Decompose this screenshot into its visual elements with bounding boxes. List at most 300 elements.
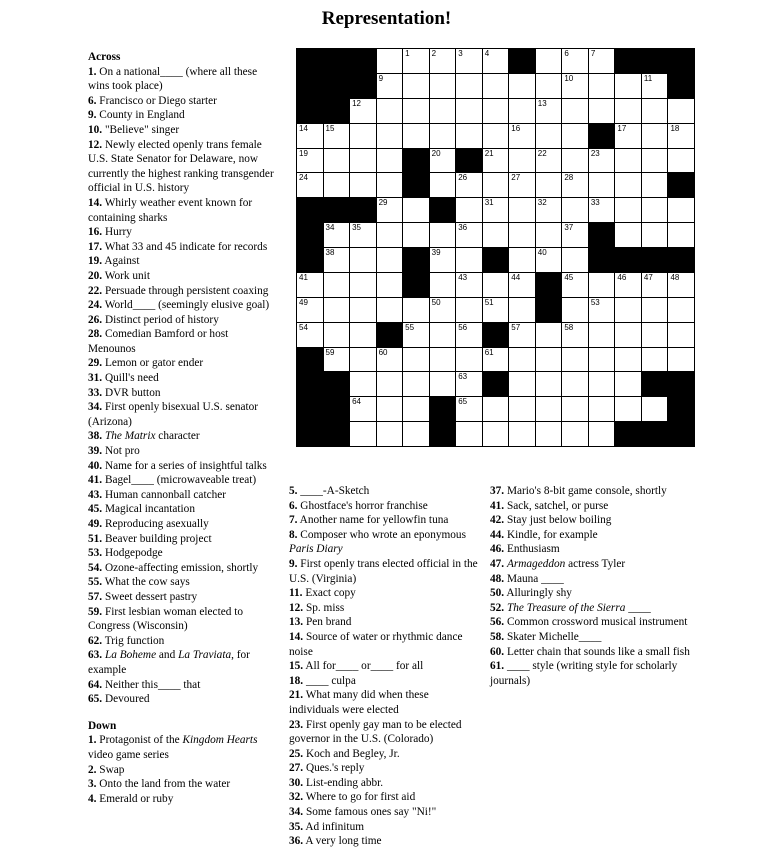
clue-number: 38 [325,248,335,257]
clue-number: 11 [643,73,653,83]
grid-cell[interactable] [535,347,563,373]
grid-cell[interactable] [349,98,377,124]
black-square [296,73,324,99]
grid-cell[interactable] [482,98,510,124]
grid-cell[interactable] [535,396,563,422]
grid-cell[interactable] [323,272,351,298]
grid-cell[interactable] [508,421,536,447]
clue-text: 6. Francisco or Diego starter [88,94,217,107]
grid-cell[interactable] [402,123,430,149]
grid-cell[interactable] [376,73,404,99]
clue-number: 27 [511,173,521,183]
clue-text: 53. Hodgepodge [88,547,163,560]
clue-number: 19 [299,148,308,158]
grid-cell[interactable] [455,421,483,447]
clue-text: 34. First openly bisexual U.S. senator (Arizona) [88,401,259,428]
grid-cell[interactable] [561,322,589,348]
clue-text: 24. World____ (seemingly elusive goal) [88,299,270,312]
clue-number: 16 [511,123,521,133]
grid-cell[interactable] [535,421,563,447]
clue-text: 3. Onto the land from the water [88,778,231,791]
grid-cell[interactable] [667,272,695,298]
grid-cell[interactable] [561,48,589,74]
black-square [667,172,695,198]
clue-number: 23 [590,148,600,158]
grid-cell[interactable] [482,272,510,298]
clue-text: 38. The Matrix character [88,430,200,443]
clue-text: 32. Where to go for first aid [289,791,416,804]
grid-cell[interactable] [402,396,430,422]
grid-cell[interactable] [376,48,404,74]
clue-text: 36. A very long time [289,835,382,848]
grid-cell[interactable] [508,172,536,198]
clue-number: 63 [458,372,468,382]
clue-text: 9. County in England [88,109,185,122]
grid-cell[interactable] [508,347,536,373]
grid-cell[interactable] [429,172,457,198]
clue-text: 65. Devoured [88,693,150,706]
grid-cell[interactable] [482,48,510,74]
clue-text: 7. Another name for yellowfin tuna [289,514,449,527]
clue-text: 35. Ad infinitum [289,820,365,833]
clue-text: 33. DVR button [88,386,161,399]
grid-cell[interactable] [402,98,430,124]
grid-cell[interactable] [561,272,589,298]
grid-cell[interactable] [323,148,351,174]
grid-cell[interactable] [641,222,669,248]
clue-number: 24 [299,173,308,183]
grid-cell[interactable] [429,297,457,323]
grid-cell[interactable] [376,172,404,198]
grid-cell[interactable] [667,98,695,124]
grid-cell[interactable] [402,48,430,74]
grid-cell[interactable] [535,98,563,124]
clue-number: 48 [670,272,680,282]
grid-cell[interactable] [323,247,351,273]
grid-cell[interactable] [667,197,695,223]
grid-cell[interactable] [429,272,457,298]
clue-number: 59 [325,347,335,357]
grid-cell[interactable] [296,297,324,323]
grid-cell[interactable] [561,148,589,174]
grid-cell[interactable] [482,396,510,422]
grid-cell[interactable] [667,148,695,174]
grid-cell[interactable] [535,123,563,149]
grid-cell[interactable] [349,247,377,273]
grid-cell[interactable] [323,222,351,248]
grid-cell[interactable] [508,297,536,323]
grid-cell[interactable] [588,421,616,447]
grid-cell[interactable] [296,148,324,174]
black-square [614,48,642,74]
black-square [402,272,430,298]
black-square [349,73,377,99]
grid-cell[interactable] [614,148,642,174]
grid-cell[interactable] [482,347,510,373]
grid-cell[interactable] [323,347,351,373]
grid-cell[interactable] [323,123,351,149]
grid-cell[interactable] [376,396,404,422]
grid-cell[interactable] [667,322,695,348]
grid-cell[interactable] [508,322,536,348]
grid-cell[interactable] [455,371,483,397]
black-square [455,148,483,174]
grid-cell[interactable] [561,396,589,422]
grid-cell[interactable] [349,347,377,373]
black-square [588,222,616,248]
grid-cell[interactable] [508,73,536,99]
black-square [402,172,430,198]
clue-text: 54. Ozone-affecting emission, shortly [88,561,259,574]
grid-cell[interactable] [429,222,457,248]
grid-cell[interactable] [614,396,642,422]
grid-cell[interactable] [349,222,377,248]
black-square [296,421,324,447]
grid-cell[interactable] [482,123,510,149]
clue-number: 10 [564,73,574,83]
clue-text: 46. Enthusiasm [490,543,560,556]
grid-cell[interactable] [561,297,589,323]
grid-cell[interactable] [376,222,404,248]
clue-number: 3 [458,49,463,58]
clue-number: 15 [325,123,335,133]
grid-cell[interactable] [349,371,377,397]
clue-number: 58 [564,322,574,332]
grid-cell[interactable] [614,73,642,99]
grid-cell[interactable] [349,396,377,422]
grid-cell[interactable] [455,272,483,298]
clue-text: 9. First openly trans elected official in the U.S. (Virginia) [289,557,478,585]
grid-cell[interactable] [535,73,563,99]
crossword-grid [296,48,694,446]
grid-cell[interactable] [402,421,430,447]
clue-text: 20. Work unit [88,269,150,282]
grid-cell[interactable] [614,297,642,323]
clue-text: 52. The Treasure of the Sierra ____ [490,601,651,614]
grid-cell[interactable] [455,123,483,149]
grid-cell[interactable] [349,148,377,174]
grid-cell[interactable] [323,297,351,323]
grid-cell[interactable] [349,421,377,447]
black-square [641,421,669,447]
clue-text: 11. Exact copy [289,587,356,600]
grid-cell[interactable] [376,371,404,397]
section-heading: Down [88,719,117,732]
grid-cell[interactable] [429,123,457,149]
grid-cell[interactable] [376,247,404,273]
grid-cell[interactable] [455,396,483,422]
section-heading: Across [88,51,121,63]
grid-cell[interactable] [588,297,616,323]
grid-cell[interactable] [641,197,669,223]
black-square [641,48,669,74]
grid-cell[interactable] [402,347,430,373]
grid-cell[interactable] [641,123,669,149]
grid-cell[interactable] [641,73,669,99]
grid-cell[interactable] [429,73,457,99]
clue-text: 56. Common crossword musical instrument [490,616,688,629]
black-square [588,123,616,149]
grid-cell[interactable] [429,322,457,348]
clue-number: 65 [458,397,468,407]
clue-column-right [490,484,690,688]
grid-cell[interactable] [376,421,404,447]
grid-cell[interactable] [561,371,589,397]
grid-cell[interactable] [641,98,669,124]
grid-cell[interactable] [482,421,510,447]
grid-cell[interactable] [641,322,669,348]
grid-cell[interactable] [641,297,669,323]
clue-number: 35 [352,223,361,233]
grid-cell[interactable] [402,322,430,348]
grid-cell[interactable] [588,322,616,348]
grid-cell[interactable] [535,247,563,273]
grid-cell[interactable] [508,148,536,174]
grid-cell[interactable] [429,148,457,174]
black-square [323,197,351,223]
grid-cell[interactable] [588,347,616,373]
clue-text: 49. Reproducing asexually [88,518,209,530]
grid-cell[interactable] [614,172,642,198]
grid-cell[interactable] [508,123,536,149]
grid-cell[interactable] [376,347,404,373]
grid-cell[interactable] [561,73,589,99]
clue-text: 40. Name for a series of insightful talks [88,459,267,472]
grid-cell[interactable] [535,322,563,348]
black-square [296,197,324,223]
grid-cell[interactable] [614,322,642,348]
clue-number: 7 [590,49,596,58]
grid-cell[interactable] [588,73,616,99]
clue-text: 48. Mauna ____ [490,572,564,585]
grid-cell[interactable] [455,172,483,198]
clue-text: 64. Neither this____ that [88,678,201,691]
grid-cell[interactable] [455,98,483,124]
grid-cell[interactable] [508,371,536,397]
clue-number: 46 [617,272,627,282]
grid-cell[interactable] [667,347,695,373]
grid-cell[interactable] [561,347,589,373]
grid-cell[interactable] [296,322,324,348]
grid-cell[interactable] [508,222,536,248]
clue-text: 14. Whirly weather event known for containing sharks [88,196,253,224]
grid-cell[interactable] [376,148,404,174]
grid-cell[interactable] [508,247,536,273]
black-square [296,98,324,124]
grid-cell[interactable] [561,197,589,223]
grid-cell[interactable] [588,197,616,223]
grid-cell[interactable] [641,172,669,198]
grid-cell[interactable] [376,98,404,124]
grid-cell[interactable] [667,222,695,248]
grid-cell[interactable] [508,98,536,124]
clue-text: 28. Comedian Bamford or host Menounos [88,328,229,355]
black-square [508,48,536,74]
grid-cell[interactable] [667,123,695,149]
clue-number: 49 [299,297,308,307]
grid-cell[interactable] [588,172,616,198]
grid-cell[interactable] [561,98,589,124]
clue-text: 62. Trig function [88,634,165,647]
clue-text: 19. Against [88,255,140,268]
grid-cell[interactable] [508,396,536,422]
grid-cell[interactable] [323,172,351,198]
grid-cell[interactable] [429,247,457,273]
grid-cell[interactable] [614,197,642,223]
grid-cell[interactable] [561,421,589,447]
grid-cell[interactable] [614,98,642,124]
grid-cell[interactable] [376,272,404,298]
grid-cell[interactable] [455,322,483,348]
grid-cell[interactable] [349,297,377,323]
grid-cell[interactable] [376,197,404,223]
grid-cell[interactable] [455,347,483,373]
grid-cell[interactable] [535,222,563,248]
clue-text: 1. Protagonist of the Kingdom Hearts video game series [88,734,258,761]
grid-cell[interactable] [614,222,642,248]
grid-cell[interactable] [402,197,430,223]
grid-cell[interactable] [641,347,669,373]
black-square [482,322,510,348]
grid-cell[interactable] [535,148,563,174]
clue-number: 64 [352,397,361,407]
grid-cell[interactable] [588,371,616,397]
grid-cell[interactable] [296,172,324,198]
grid-cell[interactable] [561,123,589,149]
grid-cell[interactable] [455,197,483,223]
grid-cell[interactable] [429,98,457,124]
grid-cell[interactable] [561,172,589,198]
clue-number: 40 [537,248,547,257]
grid-cell[interactable] [402,371,430,397]
clue-number: 6 [564,49,569,58]
grid-cell[interactable] [614,123,642,149]
grid-cell[interactable] [588,396,616,422]
clue-text: 26. Distinct period of history [88,313,219,326]
clue-text: 17. What 33 and 45 indicate for records [88,240,268,253]
grid-cell[interactable] [349,272,377,298]
clue-text: 22. Persuade through persistent coaxing [88,284,269,297]
clue-text: 61. ____ style (writing style for scholarly journals) [490,660,678,687]
clue-text: 47. Armageddon actress Tyler [490,557,626,570]
clue-text: 43. Human cannonball catcher [88,488,227,501]
clue-text: 41. Bagel____ (microwaveable treat) [88,474,257,487]
clue-text: 8. Composer who wrote an eponymous Paris Diary [289,528,466,556]
grid-cell[interactable] [641,148,669,174]
grid-cell[interactable] [455,247,483,273]
grid-cell[interactable] [508,272,536,298]
grid-cell[interactable] [535,197,563,223]
grid-cell[interactable] [429,347,457,373]
grid-cell[interactable] [508,197,536,223]
black-square [614,421,642,447]
black-square [482,371,510,397]
clue-number: 34 [325,223,335,233]
grid-cell[interactable] [296,123,324,149]
grid-cell[interactable] [455,48,483,74]
grid-cell[interactable] [561,247,589,273]
black-square [296,48,324,74]
black-square [667,73,695,99]
black-square [349,197,377,223]
grid-cell[interactable] [614,347,642,373]
black-square [429,396,457,422]
grid-cell[interactable] [482,197,510,223]
clue-number: 47 [643,272,653,282]
clue-number: 28 [564,173,574,183]
grid-cell[interactable] [349,123,377,149]
black-square [296,347,324,373]
grid-cell[interactable] [641,396,669,422]
grid-cell[interactable] [588,148,616,174]
clue-text: 37. Mario's 8-bit game console, shortly [490,485,667,497]
grid-cell[interactable] [376,123,404,149]
black-square [402,148,430,174]
clue-number: 55 [405,322,415,332]
grid-cell[interactable] [376,297,404,323]
grid-cell[interactable] [455,73,483,99]
black-square [667,421,695,447]
clue-text: 50. Alluringly shy [490,587,572,600]
grid-cell[interactable] [482,73,510,99]
grid-cell[interactable] [535,172,563,198]
grid-cell[interactable] [482,148,510,174]
clue-number: 32 [537,198,547,208]
grid-cell[interactable] [667,297,695,323]
clue-text: 44. Kindle, for example [490,528,598,541]
grid-cell[interactable] [296,272,324,298]
grid-cell[interactable] [588,48,616,74]
grid-cell[interactable] [482,297,510,323]
grid-cell[interactable] [482,222,510,248]
grid-cell[interactable] [429,371,457,397]
clue-number: 56 [458,322,468,332]
grid-cell[interactable] [455,297,483,323]
grid-cell[interactable] [402,297,430,323]
clue-text: 5. ____-A-Sketch [289,485,370,497]
clue-number: 14 [299,123,308,133]
clue-text: 31. Quill's need [88,372,159,385]
clue-column-middle [289,484,481,849]
clue-number: 61 [484,347,494,357]
grid-cell[interactable] [614,371,642,397]
grid-cell[interactable] [349,322,377,348]
grid-cell[interactable] [561,222,589,248]
clue-number: 45 [564,272,574,282]
grid-cell[interactable] [535,48,563,74]
clue-number: 41 [299,272,308,282]
grid-cell[interactable] [349,172,377,198]
black-square [323,396,351,422]
grid-cell[interactable] [588,272,616,298]
grid-cell[interactable] [402,73,430,99]
grid-cell[interactable] [455,222,483,248]
grid-cell[interactable] [323,322,351,348]
grid-cell[interactable] [641,272,669,298]
grid-cell[interactable] [482,172,510,198]
clue-number: 29 [378,198,388,208]
grid-cell[interactable] [429,48,457,74]
clue-number: 22 [537,148,547,158]
grid-cell[interactable] [588,98,616,124]
clue-number: 2 [431,49,437,58]
clue-text: 59. First lesbian woman elected to Congress (Wisconsin) [88,605,243,633]
grid-cell[interactable] [614,272,642,298]
grid-cell[interactable] [535,371,563,397]
clue-text: 16. Hurry [88,226,132,239]
grid-cell[interactable] [402,222,430,248]
clue-number: 37 [564,223,574,233]
